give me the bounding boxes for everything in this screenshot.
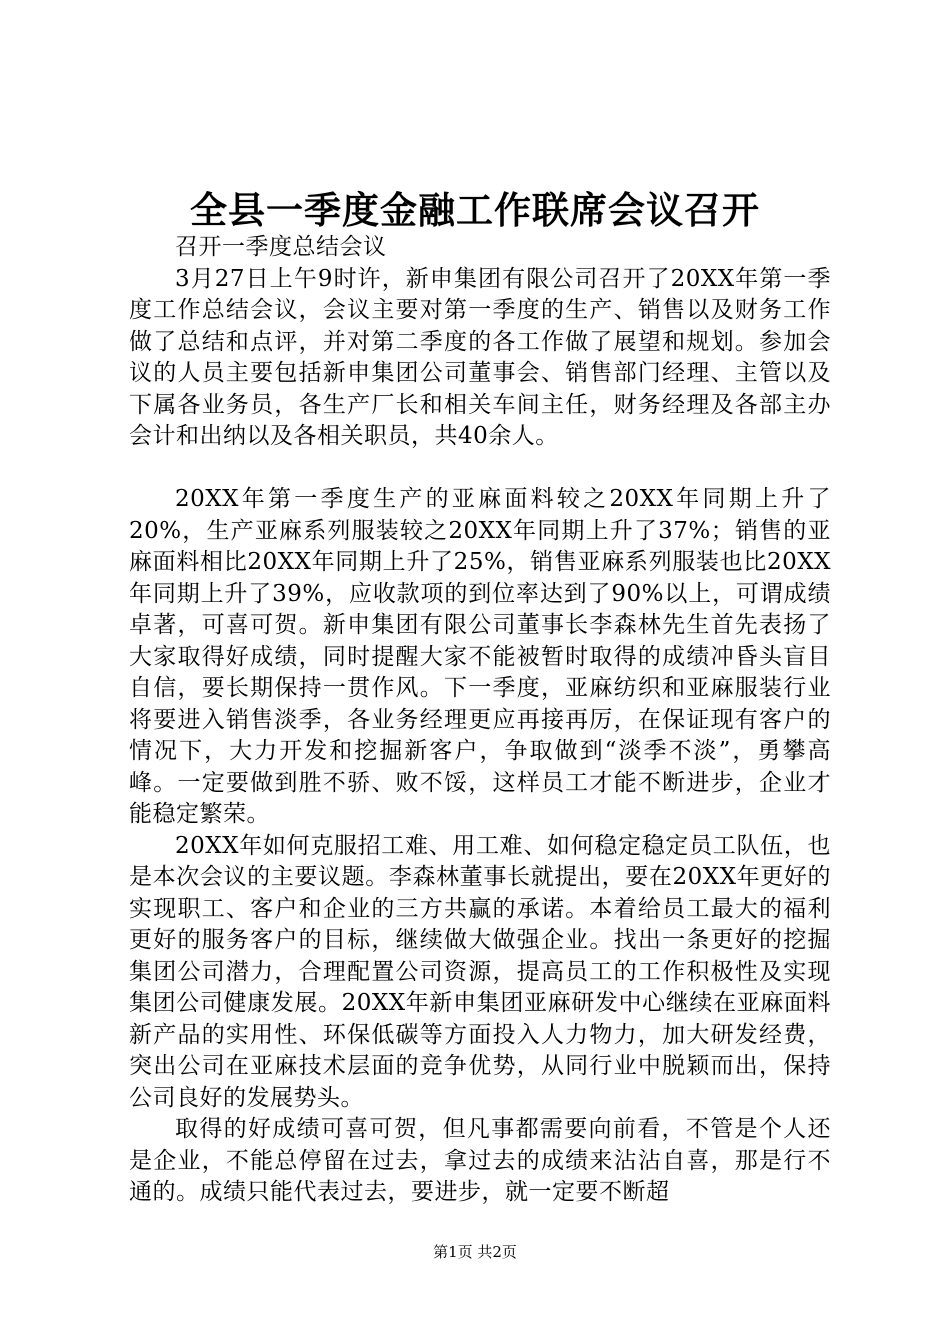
paragraph-gap [129,453,831,485]
paragraph-3: 20XX年如何克服招工难、用工难、如何稳定稳定员工队伍，也是本次会议的主要议题。李森林董事长就提出，要在20XX年更好的实现职工、客户和企业的三方共赢的承诺。本着给员工最大的福利更好的服务客户的目标，继续做大做强企业。找出一条更好的挖掘集团公司潜力，合理配置公司资源，提高员工的工作积极性及实现集团公司健康发展。20XX年新申集团亚麻研发中心继续在亚麻面料新产品的实用性、环保低碳等方面投入人力物力，加大研发经费，突出公司在亚麻技术层面的竞争优势，从同行业中脱颖而出，保持公司良好的发展势头。 [129,832,831,1111]
document-title: 全县一季度金融工作联席会议召开 [190,188,760,232]
paragraph-4: 取得的好成绩可喜可贺，但凡事都需要向前看，不管是个人还是企业，不能总停留在过去，拿过去的成绩来沾沾自喜，那是行不通的。成绩只能代表过去，要进步，就一定要不断超 [129,1116,831,1205]
document-body [129,232,831,1209]
page-number-footer: 第1页 共2页 [433,1243,517,1261]
section-subheading: 召开一季度总结会议 [175,234,387,260]
paragraph-1: 3月27日上午9时许，新申集团有限公司召开了20XX年第一季度工作总结会议，会议主要对第一季度的生产、销售以及财务工作做了总结和点评，并对第二季度的各工作做了展望和规划。参加会议的人员主要包括新申集团公司董事会、销售部门经理、主管以及下属各业务员，各生产厂长和相关车间主任，财务经理及各部主办会计和出纳以及各相关职员，共40余人。 [129,265,831,449]
paragraph-2: 20XX年第一季度生产的亚麻面料较之20XX年同期上升了20%，生产亚麻系列服装较之20XX年同期上升了37%；销售的亚麻面料相比20XX年同期上升了25%，销售亚麻系列服装也比20XX年同期上升了39%，应收款项的到位率达到了90%以上，可谓成绩卓著，可喜可贺。新申集团有限公司董事长李森林先生首先表扬了大家取得好成绩，同时提醒大家不能被暂时取得的成绩冲昏头盲目自信，要长期保持一贯作风。下一季度，亚麻纺织和亚麻服装行业将要进入销售淡季，各业务经理更应再接再厉，在保证现有客户的情况下，大力开发和挖掘新客户，争取做到“淡季不淡”，勇攀高峰。一定要做到胜不骄、败不馁，这样员工才能不断进步，企业才能稳定繁荣。 [129,486,831,827]
